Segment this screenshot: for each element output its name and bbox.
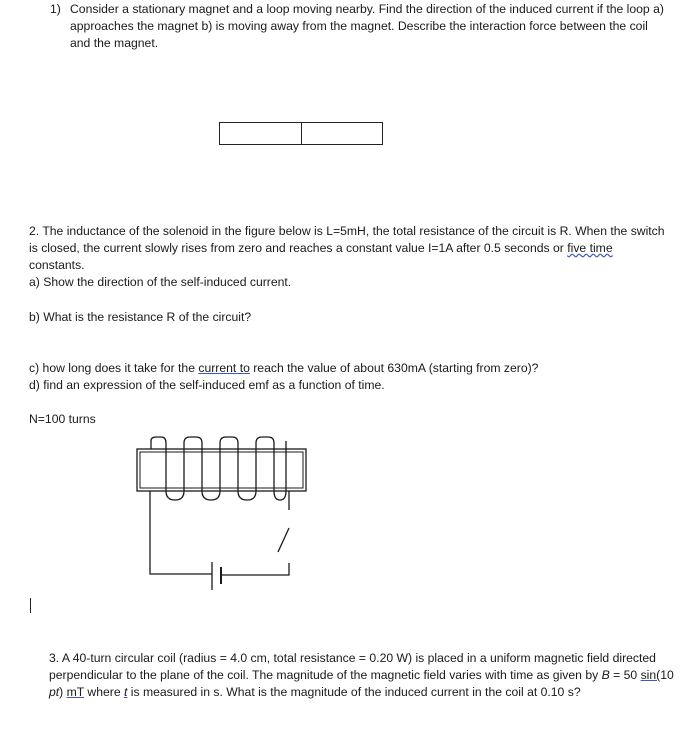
q3-mt: mT [66, 685, 85, 699]
q3-text-4: ) [59, 685, 67, 699]
question-2-part-a: a) Show the direction of the self-induced current. [29, 275, 292, 289]
left-wire [150, 491, 212, 574]
question-1-text: Consider a stationary magnet and a loop moving nearby. Find the direction of the induced current if the loop a) approaches the magnet b) is moving away from the magnet. Describe the interaction force between the coil and the magnet. [70, 2, 664, 50]
text-cursor [30, 598, 31, 613]
switch-lever[interactable] [278, 528, 289, 552]
q3-text-2: = 50 [609, 668, 641, 682]
question-2-intro-end: constants. [29, 258, 85, 272]
q3-sin: sin( [640, 668, 661, 682]
part-c-text-end: reach the value of about 630mA (starting from zero)? [249, 361, 539, 375]
q3-var-t: t [123, 685, 128, 699]
question-2-intro-text: 2. The inductance of the solenoid in the figure below is L=5mH, the total resistance of the circuit is R. When the switch is closed, the current slowly rises from zero and reaches a constant value I=1A after 0.5 seconds or [29, 224, 665, 255]
turns-label: N=100 turns [29, 412, 96, 426]
part-c-underlined: current to [198, 361, 250, 375]
solenoid-core [137, 449, 306, 491]
question-2-part-d: d) find an expression of the self-induced emf as a function of time. [29, 378, 385, 392]
part-c-text-start: c) how long does it take for the [29, 361, 199, 375]
q3-text-1: 3. A 40-turn circular coil (radius = 4.0 cm, total resistance = 0.20 W) is placed in a uniform magnetic field directed perpendicular to the plane of the coil. The magnitude of the magnetic field varies with time as given by [49, 651, 656, 682]
question-2-part-b: b) What is the resistance R of the circuit? [29, 310, 252, 324]
question-3 [49, 650, 674, 701]
right-bottom-wire [221, 563, 289, 575]
question-1-number: 1) [50, 2, 61, 16]
spellcheck-squiggle-text: five time [567, 241, 613, 255]
q3-var-b: B [601, 668, 610, 682]
solenoid-core-inner [140, 452, 303, 488]
q3-text-6: is measured in s. What is the magnitude of the induced current in the coil at 0.10 s? [127, 685, 581, 699]
q3-pt: pt [49, 685, 60, 699]
q3-text-3: 10 [660, 668, 674, 682]
q3-text-5: where [84, 685, 124, 699]
